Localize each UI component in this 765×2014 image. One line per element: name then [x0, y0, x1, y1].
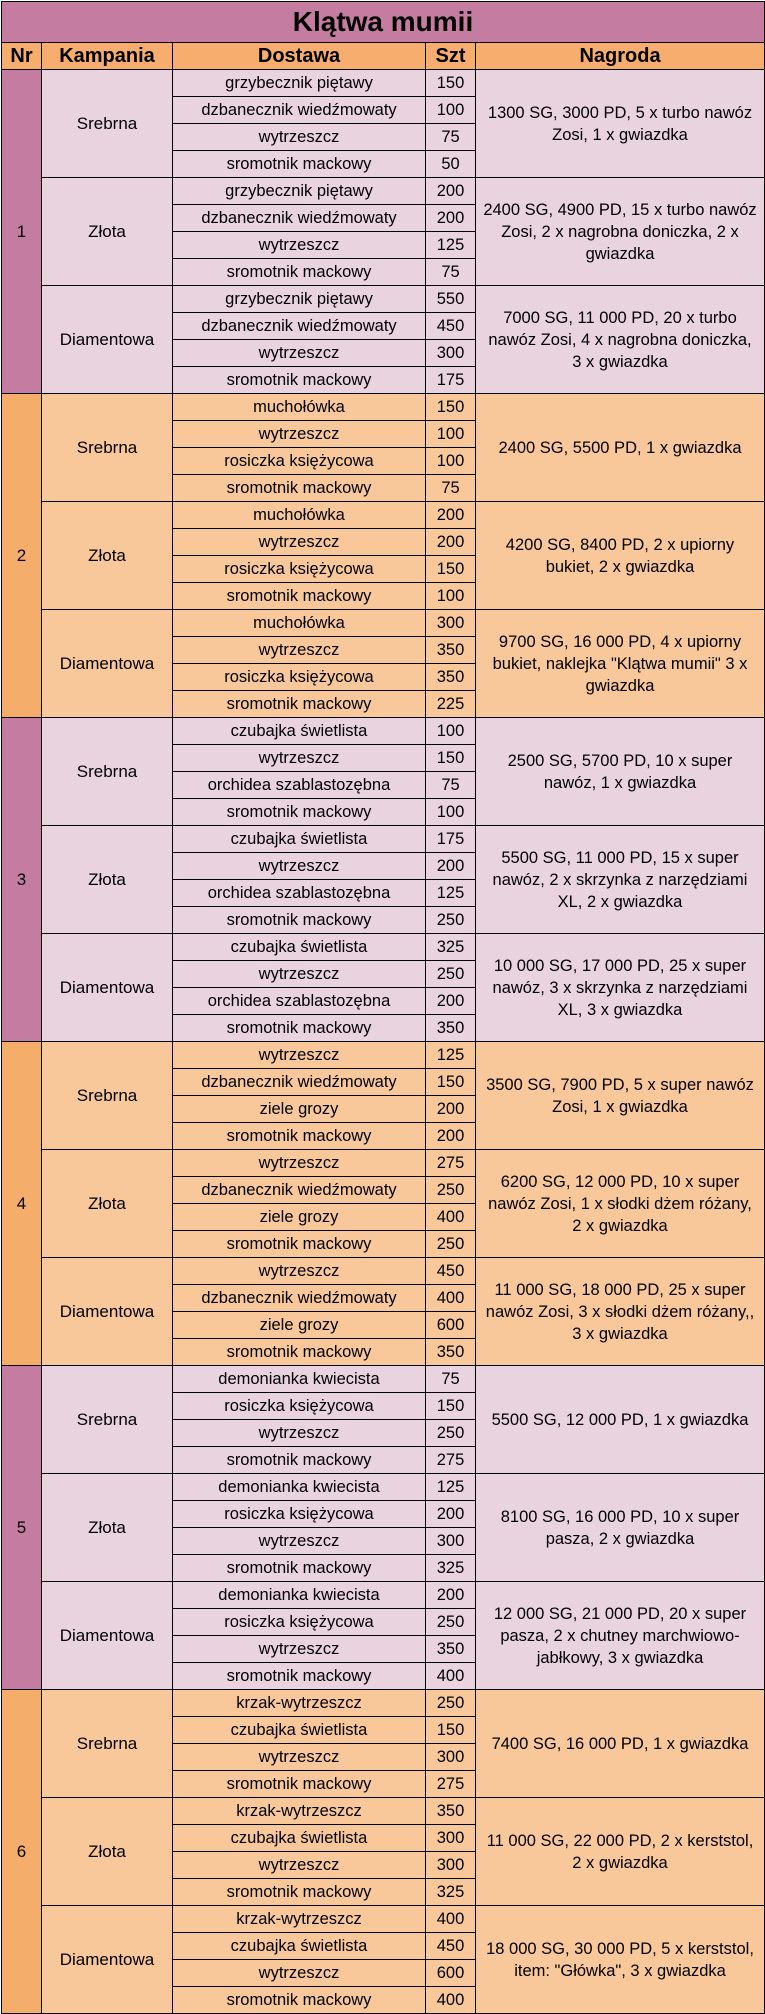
table-row	[2, 286, 765, 313]
table-row	[2, 1798, 765, 1825]
delivery-quantity: 200	[426, 529, 476, 556]
delivery-item: sromotnik mackowy	[173, 583, 426, 610]
delivery-item: sromotnik mackowy	[173, 367, 426, 394]
delivery-item: sromotnik mackowy	[173, 1123, 426, 1150]
delivery-quantity: 250	[426, 1690, 476, 1717]
delivery-quantity: 600	[426, 1312, 476, 1339]
delivery-item: grzybecznik piętawy	[173, 286, 426, 313]
delivery-quantity: 300	[426, 1528, 476, 1555]
reward-text: 5500 SG, 11 000 PD, 15 x super nawóz, 2 x skrzynka z narzędziami XL, 2 x gwiazdka	[476, 826, 765, 934]
delivery-quantity: 300	[426, 1852, 476, 1879]
delivery-item: sromotnik mackowy	[173, 1663, 426, 1690]
campaign-name: Srebrna	[42, 1042, 173, 1150]
delivery-quantity: 450	[426, 1258, 476, 1285]
delivery-quantity: 150	[426, 1069, 476, 1096]
reward-text: 2400 SG, 4900 PD, 15 x turbo nawóz Zosi, 2 x nagrobna doniczka, 2 x gwiazdka	[476, 178, 765, 286]
delivery-item: wytrzeszcz	[173, 1636, 426, 1663]
delivery-quantity: 150	[426, 745, 476, 772]
delivery-quantity: 150	[426, 70, 476, 97]
delivery-item: wytrzeszcz	[173, 853, 426, 880]
delivery-item: krzak-wytrzeszcz	[173, 1798, 426, 1825]
header-szt: Szt	[426, 43, 476, 70]
delivery-quantity: 325	[426, 1879, 476, 1906]
delivery-item: czubajka świetlista	[173, 826, 426, 853]
table-row	[2, 178, 765, 205]
delivery-quantity: 75	[426, 475, 476, 502]
delivery-quantity: 200	[426, 1582, 476, 1609]
delivery-item: wytrzeszcz	[173, 529, 426, 556]
campaign-name: Diamentowa	[42, 1582, 173, 1690]
delivery-quantity: 250	[426, 961, 476, 988]
delivery-item: rosiczka księżycowa	[173, 664, 426, 691]
delivery-item: muchołówka	[173, 502, 426, 529]
header-dostawa: Dostawa	[173, 43, 426, 70]
group-number: 3	[2, 718, 42, 1042]
delivery-quantity: 300	[426, 1744, 476, 1771]
delivery-quantity: 200	[426, 1501, 476, 1528]
table-row	[2, 1690, 765, 1717]
delivery-item: krzak-wytrzeszcz	[173, 1690, 426, 1717]
table-row	[2, 1042, 765, 1069]
reward-text: 10 000 SG, 17 000 PD, 25 x super nawóz, 3 x skrzynka z narzędziami XL, 3 x gwiazdka	[476, 934, 765, 1042]
delivery-quantity: 325	[426, 1555, 476, 1582]
delivery-quantity: 250	[426, 1609, 476, 1636]
reward-text: 5500 SG, 12 000 PD, 1 x gwiazdka	[476, 1366, 765, 1474]
table-row	[2, 718, 765, 745]
delivery-item: sromotnik mackowy	[173, 1339, 426, 1366]
delivery-item: wytrzeszcz	[173, 1042, 426, 1069]
delivery-item: orchidea szablastozębna	[173, 772, 426, 799]
delivery-quantity: 125	[426, 880, 476, 907]
delivery-quantity: 75	[426, 772, 476, 799]
delivery-item: wytrzeszcz	[173, 1960, 426, 1987]
reward-text: 4200 SG, 8400 PD, 2 x upiorny bukiet, 2 x gwiazdka	[476, 502, 765, 610]
delivery-item: muchołówka	[173, 610, 426, 637]
delivery-quantity: 200	[426, 853, 476, 880]
delivery-quantity: 300	[426, 610, 476, 637]
table-row	[2, 1150, 765, 1177]
table-row	[2, 610, 765, 637]
delivery-quantity: 75	[426, 259, 476, 286]
delivery-quantity: 50	[426, 151, 476, 178]
delivery-quantity: 350	[426, 637, 476, 664]
delivery-item: sromotnik mackowy	[173, 1015, 426, 1042]
delivery-quantity: 400	[426, 1906, 476, 1933]
group-number: 6	[2, 1690, 42, 2014]
delivery-item: wytrzeszcz	[173, 1528, 426, 1555]
delivery-item: sromotnik mackowy	[173, 1447, 426, 1474]
delivery-item: sromotnik mackowy	[173, 151, 426, 178]
delivery-quantity: 350	[426, 1636, 476, 1663]
reward-text: 12 000 SG, 21 000 PD, 20 x super pasza, 2 x chutney marchwiowo-jabłkowy, 3 x gwiazdka	[476, 1582, 765, 1690]
delivery-quantity: 150	[426, 394, 476, 421]
campaign-name: Złota	[42, 178, 173, 286]
delivery-quantity: 275	[426, 1447, 476, 1474]
delivery-quantity: 450	[426, 313, 476, 340]
delivery-quantity: 200	[426, 205, 476, 232]
delivery-quantity: 100	[426, 799, 476, 826]
delivery-quantity: 400	[426, 1663, 476, 1690]
delivery-item: czubajka świetlista	[173, 934, 426, 961]
delivery-item: rosiczka księżycowa	[173, 556, 426, 583]
delivery-quantity: 275	[426, 1771, 476, 1798]
delivery-quantity: 150	[426, 1717, 476, 1744]
delivery-item: dzbanecznik wiedźmowaty	[173, 1285, 426, 1312]
delivery-item: wytrzeszcz	[173, 1258, 426, 1285]
reward-text: 2500 SG, 5700 PD, 10 x super nawóz, 1 x gwiazdka	[476, 718, 765, 826]
delivery-item: sromotnik mackowy	[173, 1879, 426, 1906]
delivery-item: wytrzeszcz	[173, 1852, 426, 1879]
table-body	[2, 70, 765, 2014]
delivery-item: sromotnik mackowy	[173, 1231, 426, 1258]
reward-text: 9700 SG, 16 000 PD, 4 x upiorny bukiet, naklejka "Klątwa mumii" 3 x gwiazdka	[476, 610, 765, 718]
delivery-quantity: 350	[426, 664, 476, 691]
delivery-item: wytrzeszcz	[173, 124, 426, 151]
delivery-item: wytrzeszcz	[173, 421, 426, 448]
delivery-item: rosiczka księżycowa	[173, 1609, 426, 1636]
delivery-quantity: 100	[426, 718, 476, 745]
campaign-name: Diamentowa	[42, 1906, 173, 2014]
campaign-name: Diamentowa	[42, 610, 173, 718]
delivery-item: dzbanecznik wiedźmowaty	[173, 1069, 426, 1096]
delivery-item: dzbanecznik wiedźmowaty	[173, 97, 426, 124]
delivery-item: demonianka kwiecista	[173, 1582, 426, 1609]
delivery-quantity: 100	[426, 583, 476, 610]
delivery-quantity: 200	[426, 988, 476, 1015]
campaign-name: Srebrna	[42, 70, 173, 178]
delivery-item: wytrzeszcz	[173, 1150, 426, 1177]
delivery-quantity: 75	[426, 124, 476, 151]
reward-text: 18 000 SG, 30 000 PD, 5 x kerststol, item: "Główka", 3 x gwiazdka	[476, 1906, 765, 2014]
delivery-quantity: 150	[426, 1393, 476, 1420]
delivery-item: demonianka kwiecista	[173, 1366, 426, 1393]
delivery-quantity: 250	[426, 907, 476, 934]
group-number: 1	[2, 70, 42, 394]
delivery-item: wytrzeszcz	[173, 745, 426, 772]
delivery-item: demonianka kwiecista	[173, 1474, 426, 1501]
delivery-item: sromotnik mackowy	[173, 1987, 426, 2014]
group-number: 4	[2, 1042, 42, 1366]
table-row	[2, 394, 765, 421]
delivery-quantity: 400	[426, 1285, 476, 1312]
delivery-quantity: 125	[426, 1042, 476, 1069]
delivery-quantity: 225	[426, 691, 476, 718]
table-row	[2, 1366, 765, 1393]
reward-text: 6200 SG, 12 000 PD, 10 x super nawóz Zosi, 1 x słodki dżem różany, 2 x gwiazdka	[476, 1150, 765, 1258]
delivery-quantity: 200	[426, 502, 476, 529]
delivery-quantity: 300	[426, 340, 476, 367]
delivery-quantity: 250	[426, 1177, 476, 1204]
table-row	[2, 502, 765, 529]
table-row	[2, 934, 765, 961]
delivery-item: muchołówka	[173, 394, 426, 421]
campaign-name: Srebrna	[42, 718, 173, 826]
delivery-item: orchidea szablastozębna	[173, 880, 426, 907]
reward-text: 1300 SG, 3000 PD, 5 x turbo nawóz Zosi, 1 x gwiazdka	[476, 70, 765, 178]
delivery-quantity: 150	[426, 556, 476, 583]
delivery-item: dzbanecznik wiedźmowaty	[173, 205, 426, 232]
delivery-quantity: 175	[426, 367, 476, 394]
table-row	[2, 1906, 765, 1933]
group-number: 5	[2, 1366, 42, 1690]
reward-text: 11 000 SG, 18 000 PD, 25 x super nawóz Zosi, 3 x słodki dżem różany,, 3 x gwiazdka	[476, 1258, 765, 1366]
reward-text: 11 000 SG, 22 000 PD, 2 x kerststol, 2 x gwiazdka	[476, 1798, 765, 1906]
delivery-item: grzybecznik piętawy	[173, 178, 426, 205]
reward-text: 7400 SG, 16 000 PD, 1 x gwiazdka	[476, 1690, 765, 1798]
delivery-item: ziele grozy	[173, 1096, 426, 1123]
delivery-quantity: 250	[426, 1231, 476, 1258]
delivery-quantity: 400	[426, 1987, 476, 2014]
rewards-table	[1, 1, 765, 2014]
delivery-quantity: 350	[426, 1339, 476, 1366]
delivery-item: wytrzeszcz	[173, 637, 426, 664]
campaign-name: Złota	[42, 1150, 173, 1258]
delivery-item: wytrzeszcz	[173, 1420, 426, 1447]
campaign-name: Złota	[42, 1798, 173, 1906]
delivery-item: czubajka świetlista	[173, 1825, 426, 1852]
delivery-item: dzbanecznik wiedźmowaty	[173, 1177, 426, 1204]
delivery-item: sromotnik mackowy	[173, 1771, 426, 1798]
table-row	[2, 1474, 765, 1501]
reward-text: 8100 SG, 16 000 PD, 10 x super pasza, 2 x gwiazdka	[476, 1474, 765, 1582]
delivery-quantity: 350	[426, 1798, 476, 1825]
delivery-quantity: 175	[426, 826, 476, 853]
delivery-item: czubajka świetlista	[173, 718, 426, 745]
group-number: 2	[2, 394, 42, 718]
delivery-item: rosiczka księżycowa	[173, 1501, 426, 1528]
delivery-item: wytrzeszcz	[173, 1744, 426, 1771]
delivery-item: wytrzeszcz	[173, 961, 426, 988]
table-row	[2, 70, 765, 97]
reward-text: 7000 SG, 11 000 PD, 20 x turbo nawóz Zosi, 4 x nagrobna doniczka, 3 x gwiazdka	[476, 286, 765, 394]
delivery-item: czubajka świetlista	[173, 1717, 426, 1744]
delivery-quantity: 400	[426, 1204, 476, 1231]
delivery-item: ziele grozy	[173, 1204, 426, 1231]
header-kampania: Kampania	[42, 43, 173, 70]
delivery-item: ziele grozy	[173, 1312, 426, 1339]
header-nagroda: Nagroda	[476, 43, 765, 70]
delivery-item: sromotnik mackowy	[173, 799, 426, 826]
reward-text: 2400 SG, 5500 PD, 1 x gwiazdka	[476, 394, 765, 502]
campaign-name: Złota	[42, 826, 173, 934]
delivery-quantity: 125	[426, 232, 476, 259]
delivery-quantity: 275	[426, 1150, 476, 1177]
delivery-quantity: 125	[426, 1474, 476, 1501]
table-title: Klątwa mumii	[2, 2, 765, 43]
delivery-item: wytrzeszcz	[173, 232, 426, 259]
campaign-name: Diamentowa	[42, 1258, 173, 1366]
delivery-item: grzybecznik piętawy	[173, 70, 426, 97]
delivery-item: czubajka świetlista	[173, 1933, 426, 1960]
delivery-quantity: 550	[426, 286, 476, 313]
delivery-quantity: 450	[426, 1933, 476, 1960]
campaign-name: Diamentowa	[42, 286, 173, 394]
delivery-item: krzak-wytrzeszcz	[173, 1906, 426, 1933]
delivery-item: sromotnik mackowy	[173, 1555, 426, 1582]
campaign-name: Diamentowa	[42, 934, 173, 1042]
reward-text: 3500 SG, 7900 PD, 5 x super nawóz Zosi, 1 x gwiazdka	[476, 1042, 765, 1150]
delivery-item: sromotnik mackowy	[173, 475, 426, 502]
campaign-name: Złota	[42, 1474, 173, 1582]
delivery-quantity: 75	[426, 1366, 476, 1393]
delivery-item: sromotnik mackowy	[173, 907, 426, 934]
campaign-name: Srebrna	[42, 394, 173, 502]
delivery-item: sromotnik mackowy	[173, 259, 426, 286]
delivery-quantity: 350	[426, 1015, 476, 1042]
delivery-quantity: 325	[426, 934, 476, 961]
delivery-item: dzbanecznik wiedźmowaty	[173, 313, 426, 340]
delivery-quantity: 200	[426, 178, 476, 205]
delivery-item: rosiczka księżycowa	[173, 448, 426, 475]
delivery-quantity: 250	[426, 1420, 476, 1447]
campaign-name: Srebrna	[42, 1366, 173, 1474]
delivery-quantity: 600	[426, 1960, 476, 1987]
delivery-quantity: 200	[426, 1096, 476, 1123]
delivery-quantity: 100	[426, 448, 476, 475]
delivery-item: orchidea szablastozębna	[173, 988, 426, 1015]
campaign-name: Srebrna	[42, 1690, 173, 1798]
delivery-quantity: 100	[426, 97, 476, 124]
campaign-name: Złota	[42, 502, 173, 610]
delivery-item: rosiczka księżycowa	[173, 1393, 426, 1420]
delivery-quantity: 300	[426, 1825, 476, 1852]
table-row	[2, 1258, 765, 1285]
delivery-item: sromotnik mackowy	[173, 691, 426, 718]
delivery-quantity: 100	[426, 421, 476, 448]
delivery-quantity: 200	[426, 1123, 476, 1150]
delivery-item: wytrzeszcz	[173, 340, 426, 367]
table-row	[2, 826, 765, 853]
table-row	[2, 1582, 765, 1609]
header-nr: Nr	[2, 43, 42, 70]
